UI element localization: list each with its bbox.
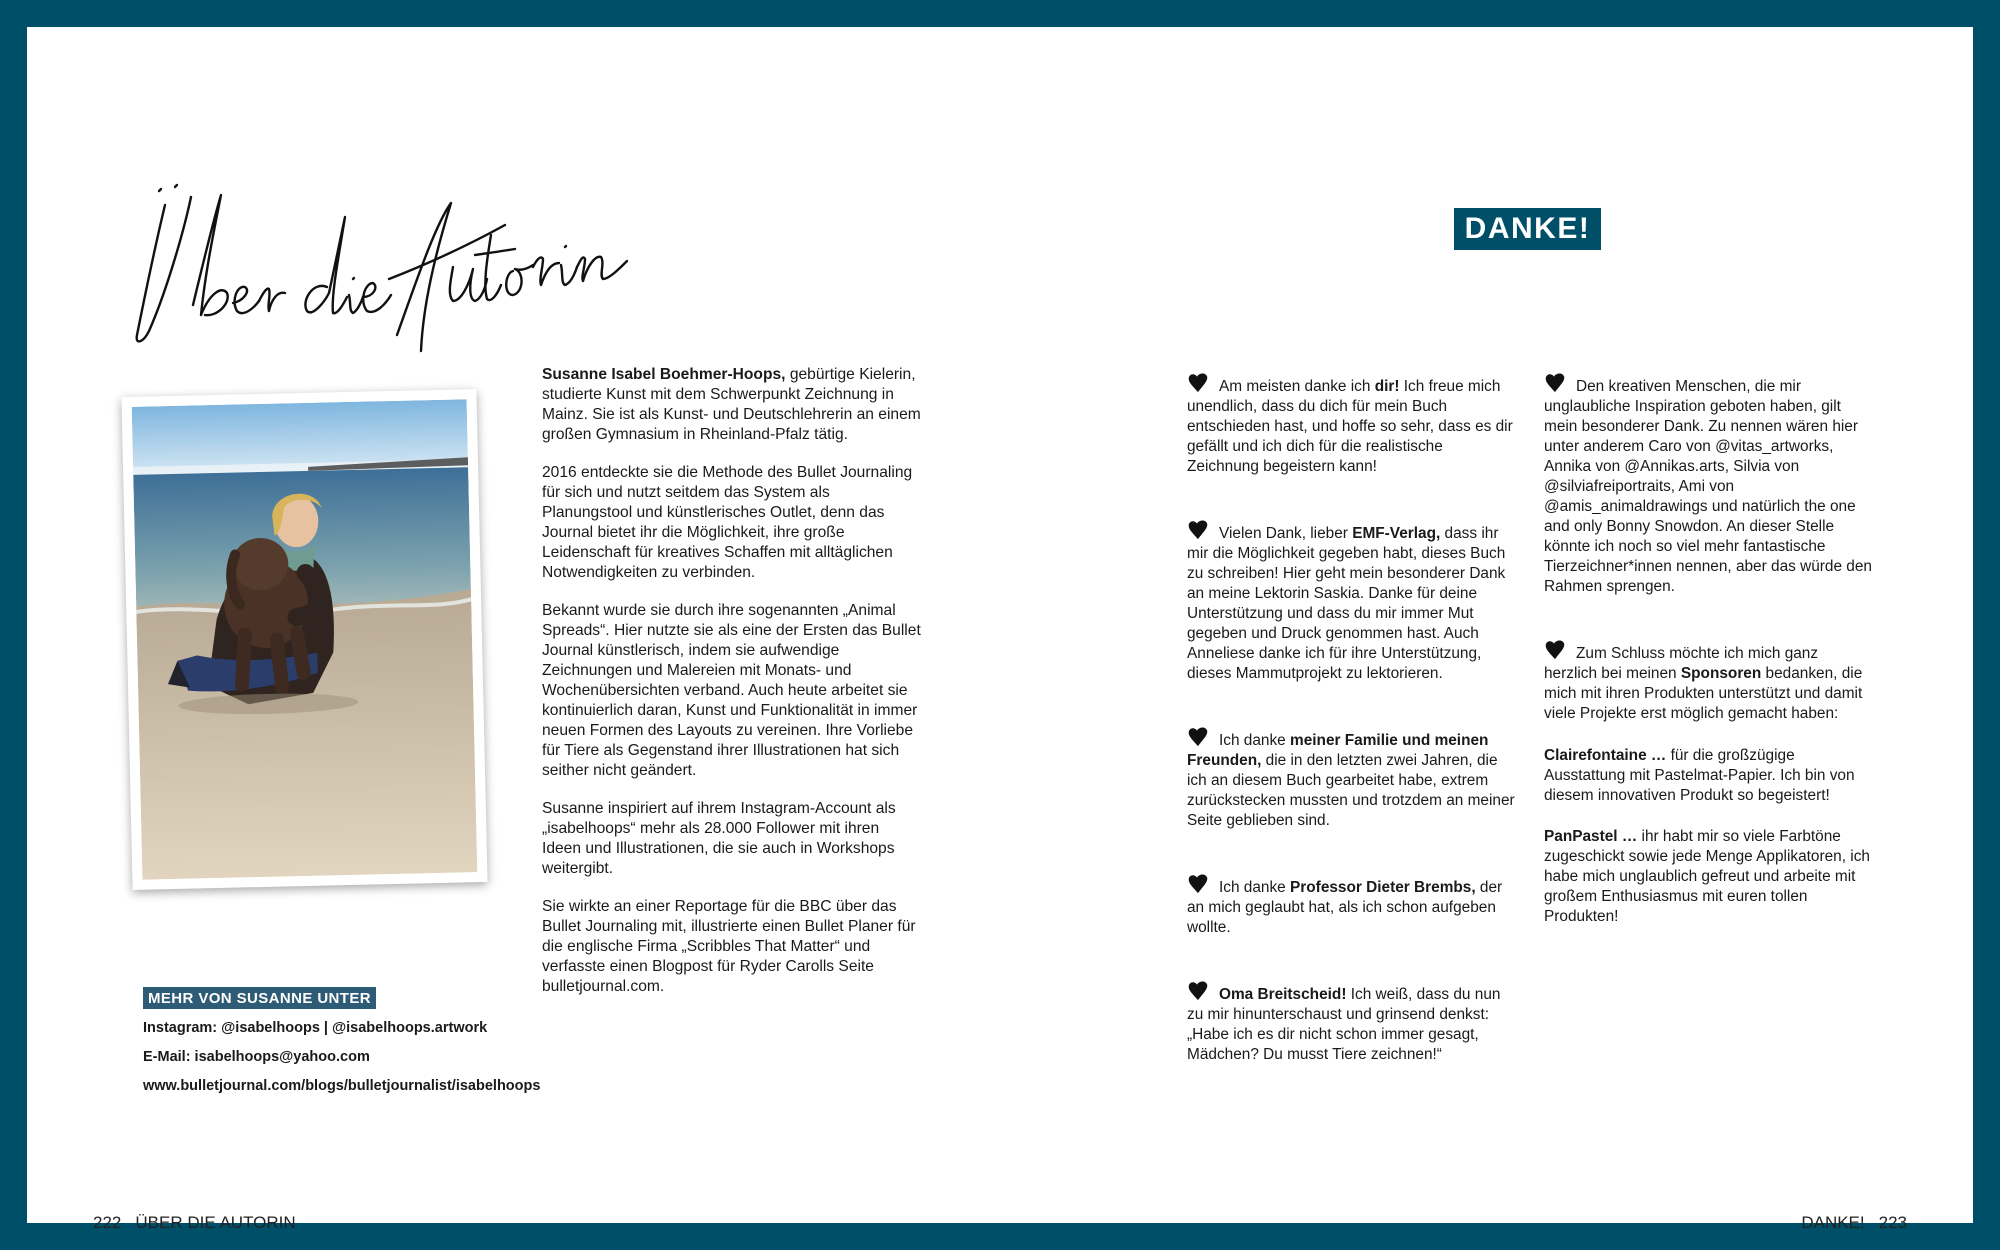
instagram-line: Instagram: @isabelhoops | @isabelhoops.artwork [143, 1020, 488, 1036]
heart-icon [1544, 372, 1566, 394]
sponsor-panpastel: PanPastel … ihr habt mir so viele Farbtöne zugeschickt sowie jede Menge Applikatoren, ich habe mich unglaublich gefreut und arbeite mit großem Enthusiasmus mit euren tollen Produkten! [1544, 828, 1870, 925]
bio-paragraph-3: Bekannt wurde sie durch ihre sogenannten „Animal Spreads“. Hier nutzte sie als eine der Ersten das Bullet Journal künstlerisch, indem sie aufwendige Zeichnungen und Malereien mit Monats- und Wochenübersichten verband. Auch heute arbeitet sie kontinuierlich daran, Kunst und Funktionalität in immer neuen Formen des Layouts zu vereinen. Ihre Vorliebe für Tiere als Gegenstand ihrer Illustrationen hat sich seither nicht geändert. [542, 602, 921, 779]
sponsor-clairefontaine: Clairefontaine … für die großzügige Ausstattung mit Pastelmat-Papier. Ich bin von diesem innovativen Produkt so begeistert! [1544, 747, 1855, 804]
author-bio [542, 365, 922, 1015]
heart-icon [1187, 873, 1209, 895]
section-label-right: DANKE! [1801, 1213, 1865, 1232]
more-label: MEHR VON SUSANNE UNTER [143, 987, 376, 1009]
website-line: www.bulletjournal.com/blogs/bulletjournalist/isabelhoops [143, 1078, 541, 1094]
footer-right [1801, 1213, 1907, 1233]
thanks-item: Vielen Dank, lieber EMF-Verlag, dass ihr mir die Möglichkeit gegeben habt, dieses Buch zu schreiben! Hier geht mein besonderer Dank an meine Lektorin Saskia. Danke für deine Unterstützung und dass du mir immer Mut gegeben und Druck genommen hast. Auch Anneliese danke ich für ihre Unterstützung, dieses Mammutprojekt zu lektorieren. [1187, 519, 1515, 684]
thanks-item: Ich danke meiner Familie und meinen Freunden, die in den letzten zwei Jahren, die ich an diesem Buch gearbeitet habe, extrem zurückstecken mussten und trotzdem an meiner Seite geblieben sind. [1187, 726, 1515, 831]
page-number-right: 223 [1878, 1213, 1907, 1232]
heart-icon [1187, 372, 1209, 394]
thanks-item: Oma Breitscheid! Ich weiß, dass du nun zu mir hinunterschaust und grinsend denkst: „Habe ich es dir nicht schon immer gesagt, Mädchen? Du musst Tiere zeichnen!“ [1187, 980, 1515, 1065]
thanks-column-1 [1187, 372, 1515, 1107]
heart-icon [1187, 980, 1209, 1002]
book-spread [27, 27, 1973, 1232]
thanks-item: Zum Schluss möchte ich mich ganz herzlich bei meinen Sponsoren bedanken, die mich mit ihren Produkten unterstützt und damit viele Projekte erst möglich gemacht haben: [1544, 639, 1872, 724]
footer-left [93, 1213, 296, 1233]
heart-icon [1187, 519, 1209, 541]
thanks-column-2 [1544, 372, 1872, 948]
thanks-item: Den kreativen Menschen, die mir unglaubliche Inspiration geboten haben, gilt mein besonderer Dank. Zu nennen wären hier unter anderem Caro von @vitas_artworks, Annika von @Annikas.arts, Silvia von @silviafreiportraits, Ami von @amis_animaldrawings und natürlich the one and only Bonny Snowdon. An dieser Stelle könnte ich noch so viel mehr fantastische Tierzeichner*innen nennen, aber das würde den Rahmen sprengen. [1544, 372, 1872, 597]
thanks-item: Ich danke Professor Dieter Brembs, der an mich geglaubt hat, als ich schon aufgeben wollte. [1187, 873, 1515, 938]
author-photo [121, 389, 487, 890]
more-from-author [143, 987, 623, 1096]
bio-paragraph-2: 2016 entdeckte sie die Methode des Bullet Journaling für sich und nutzt seitdem das System als Planungstool und künstlerisches Outlet, denn das Journal bietet ihr die Möglichkeit, ihre große Leidenschaft für kreatives Schaffen mit alltäglichen Notwendigkeiten zu verbinden. [542, 464, 913, 581]
page-number-left: 222 [93, 1213, 122, 1232]
heart-icon [1187, 726, 1209, 748]
title-script-uber-die-autorin [135, 155, 655, 365]
danke-heading: DANKE! [1454, 208, 1601, 250]
thanks-item: Am meisten danke ich dir! Ich freue mich unendlich, dass du dich für mein Buch entschieden hast, und hoffe so sehr, dass es dir gefällt und ich dich für die realistische Zeichnung begeistern kann! [1187, 372, 1515, 477]
author-name: Susanne Isabel Boehmer-Hoops, [542, 366, 786, 383]
section-label-left: ÜBER DIE AUTORIN [135, 1213, 296, 1232]
heart-icon [1544, 639, 1566, 661]
bio-paragraph-4: Susanne inspiriert auf ihrem Instagram-Account als „isabelhoops“ mehr als 28.000 Follower mit ihren Ideen und Illustrationen, die sie auch in Workshops weitergibt. [542, 800, 896, 877]
bio-paragraph-5: Sie wirkte an einer Reportage für die BBC über das Bullet Journaling mit, illustrierte einen Bullet Planer für die englische Firma „Scribbles That Matter“ und verfasste einen Blogpost für Ryder Carolls Seite bulletjournal.com. [542, 898, 916, 995]
email-line: E-Mail: isabelhoops@yahoo.com [143, 1049, 370, 1065]
bio-paragraph-1: Susanne Isabel Boehmer-Hoops, gebürtige Kielerin, studierte Kunst mit dem Schwerpunkt Zeichnung in Mainz. Sie ist als Kunst- und Deutschlehrerin an einem großen Gymnasium in Rheinland-Pfalz tätig. [542, 366, 921, 443]
